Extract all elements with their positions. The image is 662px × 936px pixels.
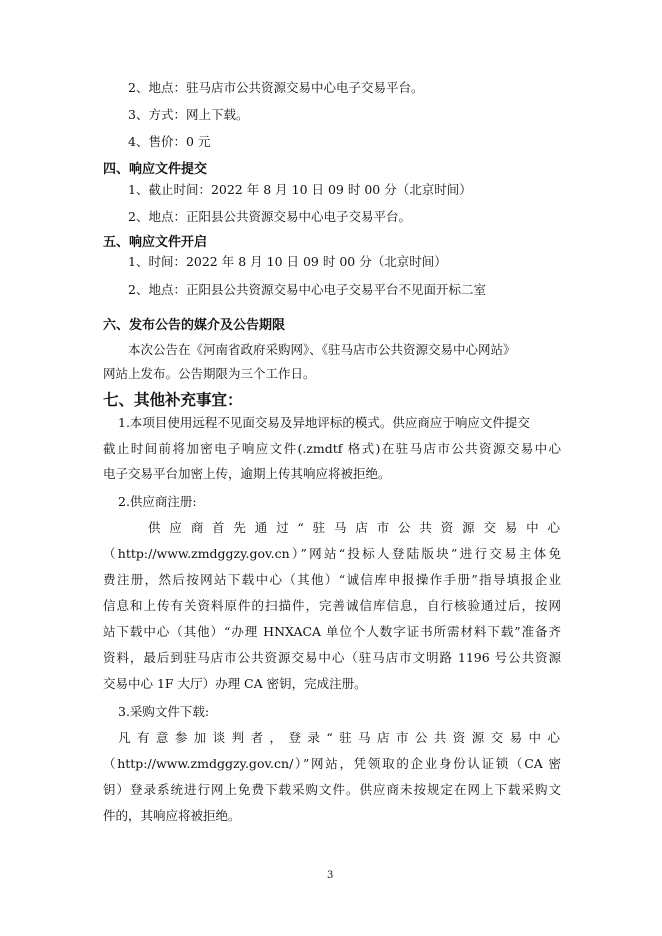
s4-item-deadline: 1、截止时间：2022 年 8 月 10 日 09 时 00 分（北京时间） (128, 182, 472, 197)
s4-item-location: 2、地点：正阳县公共资源交易中心电子交易平台。 (128, 209, 411, 224)
s7-p1-line-2: 截止时间前将加密电子响应文件(.zmdtf 格式)在驻马店市公共资源交易中心 (103, 441, 561, 456)
s3-item-method: 3、方式：网上下载。 (128, 107, 249, 122)
s7-p2-line-4: 信息和上传有关资料原件的扫描件，完善诚信库信息，自行核验通过后，按网 (103, 598, 561, 613)
s7-p2-line-3: 费注册，然后按网站下载中心（其他）“诚信库申报操作手册”指导填报企业 (103, 572, 561, 587)
s6-line-2: 网站上发布。公告期限为三个工作日。 (103, 366, 316, 381)
s7-p3-title: 3.采购文件下载: (118, 704, 210, 719)
s7-p1-line-3: 电子交易平台加密上传，逾期上传其响应将被拒绝。 (103, 466, 391, 481)
s7-p3-line-4: 件的，其响应将被拒绝。 (103, 808, 241, 823)
s7-p2-line-5: 站下载中心（其他）“办理 HNXACA 单位个人数字证书所需材料下载”准备齐 (103, 624, 561, 639)
s7-p3-line-3: 钥）登录系统进行网上免费下载采购文件。供应商未按规定在网上下载采购文 (103, 782, 561, 797)
section-7-heading: 七、其他补充事宜： (103, 391, 243, 409)
s7-p2-line-7: 交易中心 1F 大厅）办理 CA 密钥，完成注册。 (103, 676, 367, 691)
s3-item-price: 4、售价：0 元 (128, 134, 211, 149)
s7-p1-line-1: 1.本项目使用远程不见面交易及异地评标的模式。供应商应于响应文件提交 (118, 415, 530, 430)
s3-item-location: 2、地点：驻马店市公共资源交易中心电子交易平台。 (128, 80, 424, 95)
section-5-heading: 五、响应文件开启 (103, 235, 208, 250)
s5-item-location: 2、地点：正阳县公共资源交易中心电子交易平台不见面开标二室 (128, 282, 486, 297)
s7-p3-line-2: （http://www.zmdggzy.gov.cn/）”网站，凭领取的企业身份认证锁（CA 密 (103, 756, 561, 771)
s7-p3-line-1: 凡有意参加谈判者，登录“驻马店市公共资源交易中心 (118, 730, 560, 745)
section-6-heading: 六、发布公告的媒介及公告期限 (103, 318, 286, 333)
s6-line-1: 本次公告在《河南省政府采购网》、《驻马店市公共资源交易中心网站》 (128, 342, 516, 357)
s7-p2-line-6: 资料，最后到驻马店市公共资源交易中心（驻马店市文明路 1196 号公共资源 (103, 650, 561, 665)
s7-p2-line-2: （http://www.zmdggzy.gov.cn）”网站“投标人登陆版块”进行交易主体免 (103, 546, 561, 561)
s7-p2-title: 2.供应商注册: (118, 494, 197, 509)
page-number: 3 (327, 870, 334, 881)
section-4-heading: 四、响应文件提交 (103, 162, 208, 177)
s5-item-time: 1、时间：2022 年 8 月 10 日 09 时 00 分（北京时间） (128, 254, 447, 269)
s7-p2-line-1: 供应商首先通过“驻马店市公共资源交易中心 (148, 520, 560, 535)
